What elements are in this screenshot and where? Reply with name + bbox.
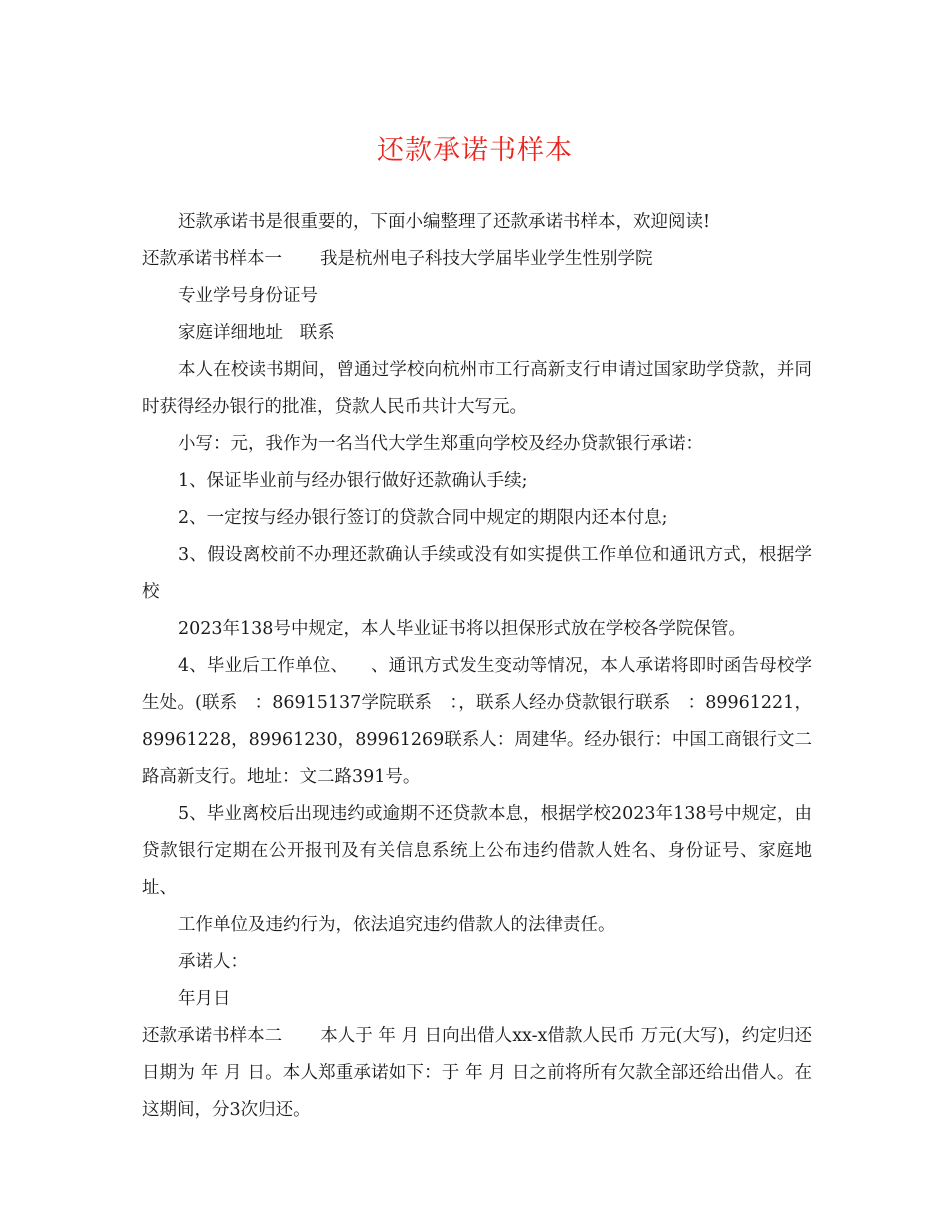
document-body — [142, 204, 812, 1129]
paragraph-sample-two-heading: 还款承诺书样本二 本人于 年 月 日向出借人xx-x借款人民币 万元(大写)，约定归还日期为 年 月 日。本人郑重承诺如下：于 年 月 日之前将所有欠款全部还给出借人。在这期间，分3次归还。 — [142, 1026, 813, 1120]
paragraph-sample-one-heading: 还款承诺书样本一 我是杭州电子科技大学届毕业学生性别学院 — [142, 249, 653, 269]
paragraph: 家庭详细地址 联系 — [178, 323, 335, 343]
paragraph: 专业学号身份证号 — [178, 286, 318, 306]
list-item: 1、保证毕业前与经办银行做好还款确认手续; — [178, 471, 528, 491]
date-label: 年月日 — [178, 989, 231, 1009]
section-heading: 还款承诺书样本二 — [142, 1026, 283, 1046]
paragraph: 本人在校读书期间，曾通过学校向杭州市工行高新支行申请过国家助学贷款，并同时获得经办银行的批准，贷款人民币共计大写元。 — [142, 360, 812, 417]
list-item: 2、一定按与经办银行签订的贷款合同中规定的期限内还本付息; — [178, 508, 668, 528]
signature-label: 承诺人： — [178, 952, 248, 972]
section-heading: 还款承诺书样本一 — [142, 249, 282, 269]
paragraph: 工作单位及违约行为，依法追究违约借款人的法律责任。 — [178, 915, 616, 935]
list-item: 4、毕业后工作单位、 、通讯方式发生变动等情况，本人承诺将即时函告母校学生处。(联系 ：86915137学院联系 ：，联系人经办贷款银行联系 ：89961221，89961228，89961230，89961269联系人：周建华。经办银行：中国工商银行文二路高新支行。地址：文二路391号。 — [142, 656, 812, 787]
document-title: 还款承诺书样本 — [377, 135, 573, 166]
paragraph: 2023年138号中规定，本人毕业证书将以担保形式放在学校各学院保管。 — [178, 619, 746, 639]
list-item: 3、假设离校前不办理还款确认手续或没有如实提供工作单位和通讯方式，根据学校 — [142, 545, 812, 602]
list-item: 5、毕业离校后出现违约或逾期不还贷款本息，根据学校2023年138号中规定，由贷款银行定期在公开报刊及有关信息系统上公布违约借款人姓名、身份证号、家庭地址、 — [142, 804, 812, 898]
paragraph-intro: 还款承诺书是很重要的，下面小编整理了还款承诺书样本，欢迎阅读! — [178, 212, 711, 232]
paragraph: 小写：元，我作为一名当代大学生郑重向学校及经办贷款银行承诺： — [178, 434, 703, 454]
